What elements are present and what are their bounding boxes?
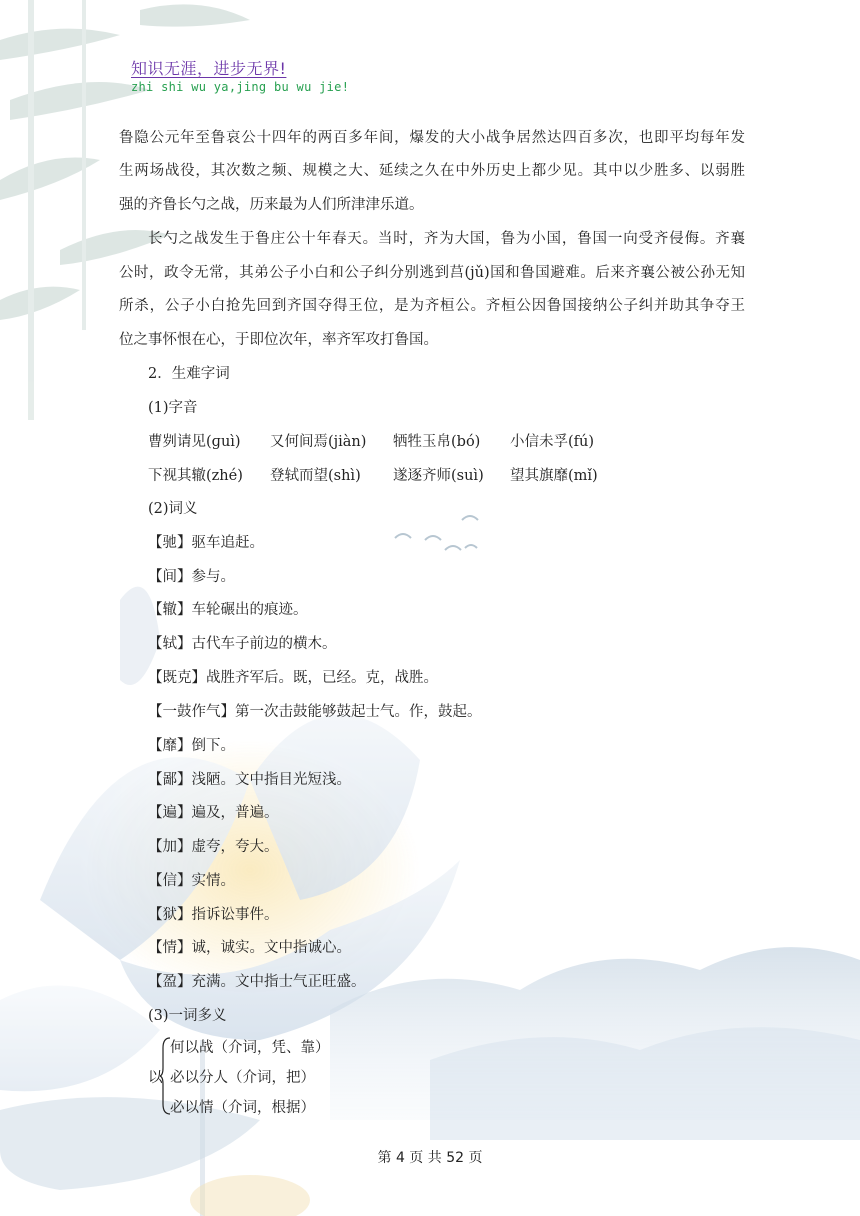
- meaning-item: 【信】实情。: [148, 873, 235, 889]
- polysemy-item: 必以分人（介词，把）: [170, 1070, 315, 1086]
- meaning-item: 【狱】指诉讼事件。: [148, 907, 279, 923]
- paragraph-line: 鲁隐公元年至鲁哀公十四年的两百多年间，爆发的大小战争居然达四百多次，也即平均每年发: [119, 130, 745, 146]
- meaning-item: 【辙】车轮碾出的痕迹。: [148, 602, 308, 618]
- page-number: 第 4 页 共 52 页: [377, 1150, 483, 1166]
- meaning-item: 【鄙】浅陋。文中指目光短浅。: [148, 772, 351, 788]
- paragraph-line: 长勺之战发生于鲁庄公十年春天。当时，齐为大国，鲁为小国，鲁国一向受齐侵侮。齐襄: [148, 231, 745, 247]
- paragraph-line: 生两场战役，其次数之频、规模之大、延续之久在中外历史上都少见。其中以少胜多、以弱胜: [119, 163, 745, 179]
- paragraph-line: 公时，政令无常，其弟公子小白和公子纠分别逃到莒(jǔ)国和鲁国避难。后来齐襄公被公孙无知: [119, 265, 745, 281]
- meaning-item: 【间】参与。: [148, 569, 235, 585]
- paragraph-line: 强的齐鲁长勺之战，历来最为人们所津津乐道。: [119, 197, 424, 213]
- pronunciation-item: 望其旗靡(mǐ): [510, 468, 598, 484]
- pronunciation-item: 下视其辙(zhé): [148, 468, 243, 484]
- meanings-heading: (2)词义: [148, 501, 198, 517]
- polysemy-heading: (3)一词多义: [148, 1008, 227, 1024]
- meaning-item: 【一鼓作气】第一次击鼓能够鼓起士气。作，鼓起。: [148, 704, 482, 720]
- paragraph-line: 所杀，公子小白抢先回到齐国夺得王位，是为齐桓公。齐桓公因鲁国接纳公子纠并助其争夺王: [119, 298, 745, 314]
- pronunciation-item: 遂逐齐师(suì): [393, 468, 484, 484]
- header-slogan: 知识无涯，进步无界!: [131, 59, 287, 78]
- polysemy-item: 必以情（介词，根据）: [170, 1100, 315, 1116]
- section-heading: 2．生难字词: [148, 366, 230, 382]
- meaning-item: 【轼】古代车子前边的横木。: [148, 636, 337, 652]
- meaning-item: 【盈】充满。文中指士气正旺盛。: [148, 974, 366, 990]
- meaning-item: 【驰】驱车追赶。: [148, 535, 264, 551]
- pronunciation-item: 曹刿请见(ɡuì): [148, 434, 241, 450]
- pronunciation-item: 牺牲玉帛(bó): [393, 434, 481, 450]
- polysemy-item: 何以战（介词，凭、靠）: [170, 1040, 330, 1056]
- meaning-item: 【靡】倒下。: [148, 738, 235, 754]
- pronunciation-item: 又何间焉(jiàn): [270, 434, 367, 450]
- meaning-item: 【遍】遍及，普遍。: [148, 805, 279, 821]
- paragraph-line: 位之事怀恨在心，于即位次年，率齐军攻打鲁国。: [119, 332, 438, 348]
- meaning-item: 【情】诚，诚实。文中指诚心。: [148, 940, 351, 956]
- pronunciation-item: 小信未孚(fú): [510, 434, 595, 450]
- header-slogan-pinyin: zhi shi wu ya,jing bu wu jie!: [131, 80, 350, 94]
- pronunciation-item: 登轼而望(shì): [270, 468, 361, 484]
- meaning-item: 【加】虚夸，夸大。: [148, 839, 279, 855]
- pronunciation-heading: (1)字音: [148, 400, 198, 416]
- meaning-item: 【既克】战胜齐军后。既，已经。克，战胜。: [148, 670, 438, 686]
- polysemy-word: 以: [148, 1070, 163, 1086]
